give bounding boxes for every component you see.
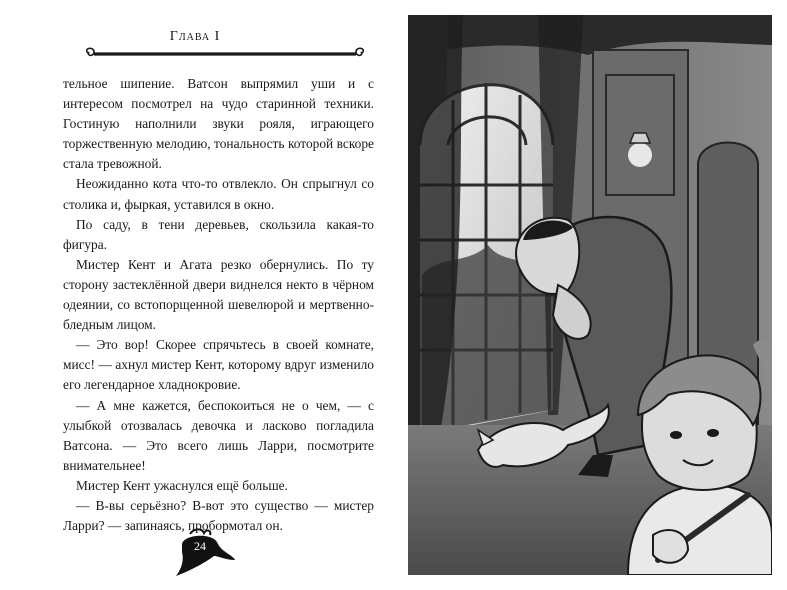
- story-illustration: [408, 15, 772, 575]
- paragraph: Неожиданно кота что-то отвлекло. Он спрыгнул со столика и, фыркая, уставился в окно.: [63, 176, 374, 212]
- chapter-title: Глава I: [169, 29, 221, 44]
- paragraph: тельное шипение. Ватсон выпрямил уши и с интересом посмотрел на чудо старинной техники. Гостиную наполнили звуки рояля, играющего торжественную мелодию, тональность которой вскоре стала тревожной.: [63, 76, 374, 172]
- chapter-text: [63, 74, 374, 536]
- paragraph: — А мне кажется, беспокоиться не о чем, — с улыбкой отозвалась девочка и ласково погладила Ватсона. — Это всего лишь Ларри, посмотрите внимательнее!: [63, 397, 374, 473]
- chapter-divider-ornament: [80, 44, 370, 64]
- page-number-badge: [172, 526, 236, 578]
- paragraph: Мистер Кент и Агата резко обернулись. По ту сторону застеклённой двери виднелся некто в чёрном одеянии, со встопорщенной шевелюрой и мертвенно-бледным лицом.: [63, 256, 374, 333]
- paragraph: — Это вор! Скорее спрячьтесь в своей комнате, мисс! — ахнул мистер Кент, которому вдруг изменило его легендарное хладнокровие.: [63, 337, 374, 393]
- page-number: 24: [194, 539, 206, 553]
- paragraph: — В-вы серьёзно? В-вот это существо — мистер Ларри? — запинаясь, пробормотал он.: [63, 497, 374, 534]
- paragraph: По саду, в тени деревьев, скользила какая-то фигура.: [63, 216, 374, 252]
- paragraph: Мистер Кент ужаснулся ещё больше.: [76, 477, 288, 493]
